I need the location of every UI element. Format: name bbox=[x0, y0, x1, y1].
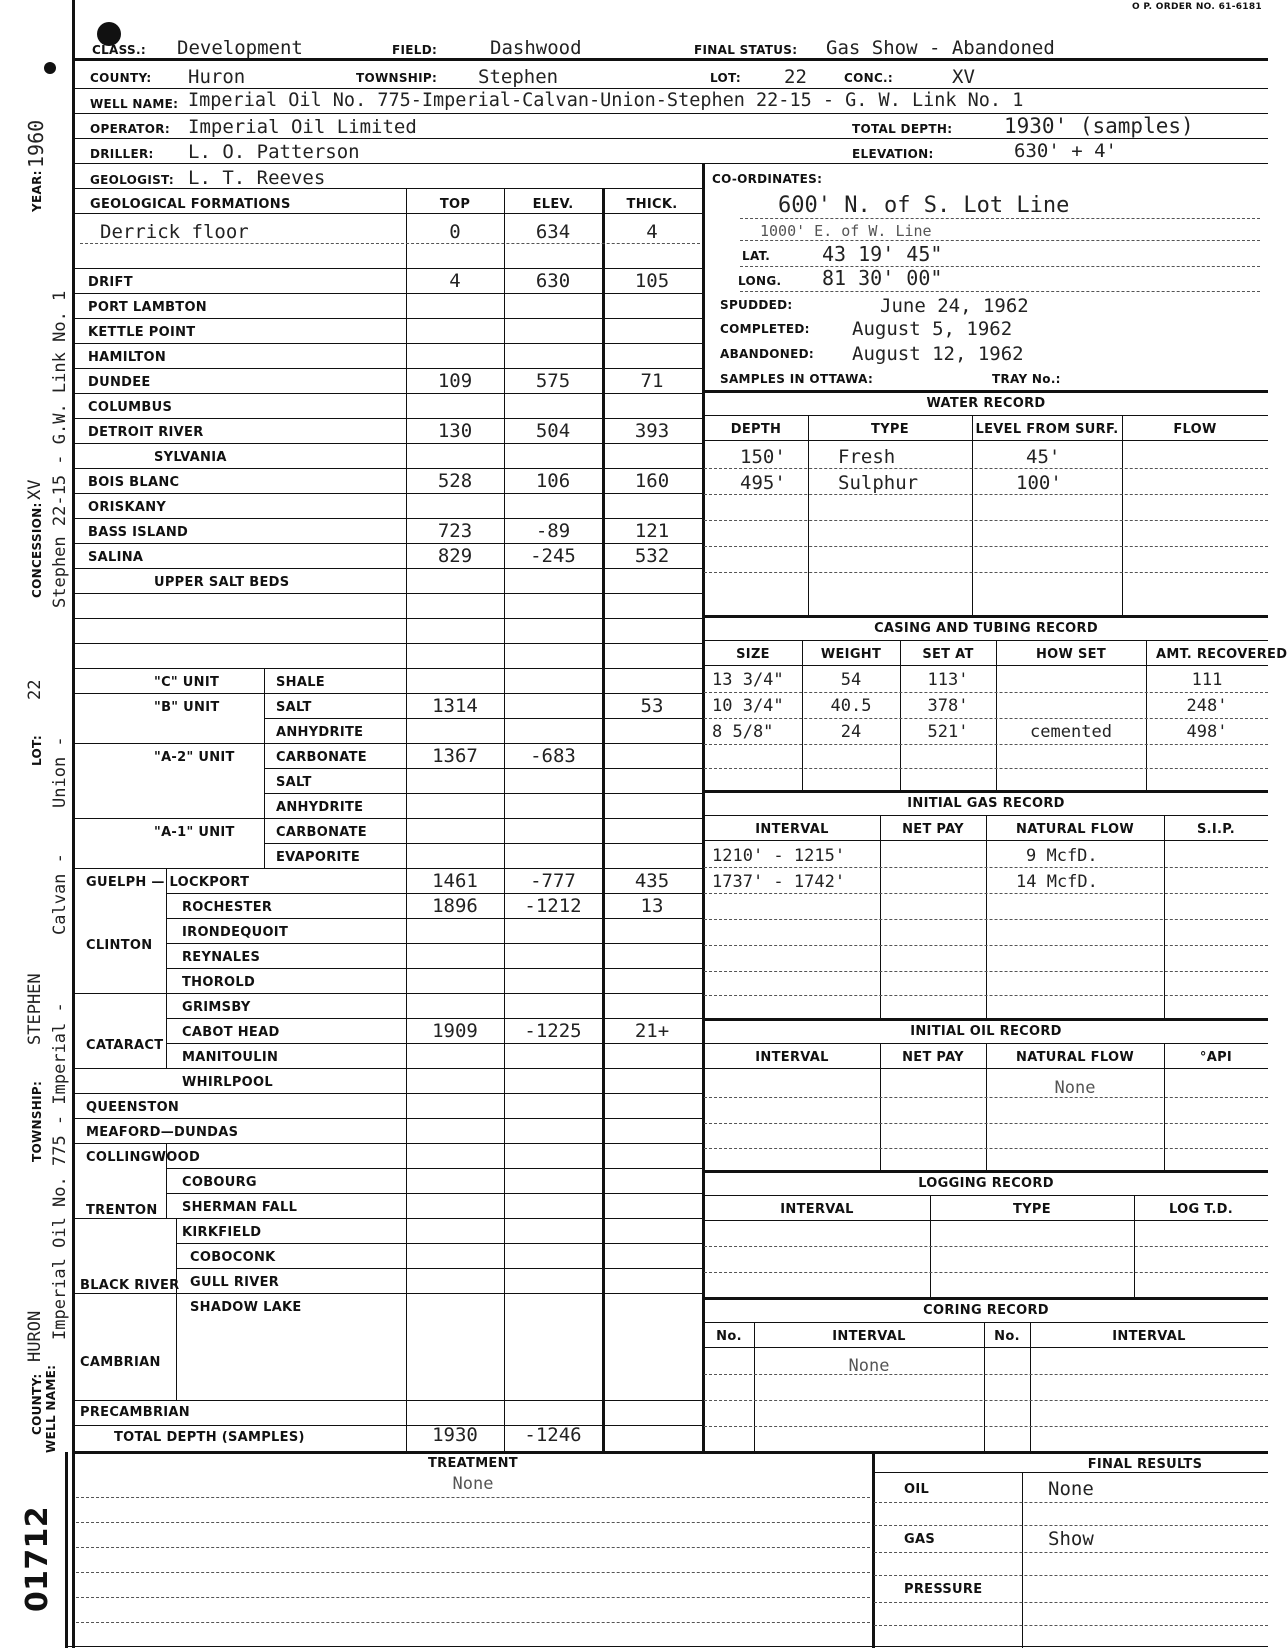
gas-netpay-header: NET PAY bbox=[902, 822, 964, 837]
completed-label: COMPLETED: bbox=[720, 322, 810, 336]
water-row-1-level: 45' bbox=[1026, 446, 1061, 468]
geologist-label: GEOLOGIST: bbox=[90, 173, 174, 187]
casing-row-3-size: 8 5/8" bbox=[712, 722, 774, 742]
casing-row-2-size: 10 3/4" bbox=[712, 696, 784, 716]
casing-row-2-weight: 40.5 bbox=[830, 696, 872, 716]
gas-row-2-interval: 1737' - 1742' bbox=[712, 872, 846, 892]
casing-size-header: SIZE bbox=[736, 647, 770, 662]
final-results-title: FINAL RESULTS bbox=[1087, 1457, 1203, 1472]
water-row-1-type: Fresh bbox=[838, 446, 896, 468]
a1-unit: "A-1" UNIT bbox=[154, 825, 235, 840]
drift-elev: 630 bbox=[535, 270, 571, 292]
final-gas-label: GAS bbox=[904, 1532, 935, 1547]
water-row-2-type: Sulphur bbox=[838, 472, 919, 494]
gas-row-1-flow: 9 McfD. bbox=[1026, 846, 1098, 866]
formation-bois-blanc: BOIS BLANC bbox=[88, 475, 180, 490]
side-union-text: Union - bbox=[50, 736, 70, 808]
lot-label: LOT: bbox=[710, 71, 741, 85]
tray-label: TRAY No.: bbox=[992, 372, 1061, 386]
casing-howset-header: HOW SET bbox=[1035, 647, 1106, 662]
treatment-title: TREATMENT bbox=[428, 1456, 518, 1471]
formations-header: GEOLOGICAL FORMATIONS bbox=[90, 197, 291, 212]
formation-port-lambton: PORT LAMBTON bbox=[88, 300, 207, 315]
oil-netpay-header: NET PAY bbox=[902, 1050, 964, 1065]
derrick-top: 0 bbox=[449, 221, 461, 243]
b-salt-thick: 53 bbox=[640, 695, 664, 717]
formation-sylvania: SYLVANIA bbox=[154, 450, 227, 465]
detroit-elev: 504 bbox=[535, 420, 571, 442]
anhydrite: ANHYDRITE bbox=[276, 725, 364, 740]
dundee-top: 109 bbox=[437, 370, 473, 392]
gas-record-title: INITIAL GAS RECORD bbox=[907, 796, 1065, 811]
lat-label: LAT. bbox=[742, 249, 771, 263]
formation-reynales: REYNALES bbox=[182, 950, 261, 965]
formation-kirkfield: KIRKFIELD bbox=[182, 1225, 262, 1240]
logging-logtd-header: LOG T.D. bbox=[1168, 1202, 1234, 1217]
a2-anhydrite: ANHYDRITE bbox=[276, 800, 364, 815]
casing-row-3-howset: cemented bbox=[1030, 722, 1112, 742]
spudded-value: June 24, 1962 bbox=[880, 295, 1029, 317]
final-status-label: FINAL STATUS: bbox=[694, 43, 798, 57]
formation-precambrian: PRECAMBRIAN bbox=[80, 1405, 190, 1420]
total-top: 1930 bbox=[432, 1424, 478, 1446]
well-name-value: Imperial Oil No. 775-Imperial-Calvan-Union-Stephen 22-15 - G. W. Link No. 1 bbox=[188, 90, 1024, 111]
b-unit: "B" UNIT bbox=[154, 700, 220, 715]
treatment-value: None bbox=[452, 1474, 494, 1494]
a1-evaporite: EVAPORITE bbox=[276, 850, 360, 865]
formation-rochester: ROCHESTER bbox=[182, 900, 273, 915]
county-label: COUNTY: bbox=[90, 71, 152, 85]
lat-value: 43 19' 45" bbox=[822, 242, 943, 266]
casing-row-1-setat: 113' bbox=[927, 670, 969, 690]
formation-grimsby: GRIMSBY bbox=[182, 1000, 251, 1015]
oil-flow-value: None bbox=[1054, 1078, 1096, 1098]
township-value: Stephen bbox=[478, 66, 559, 88]
final-gas-value: Show bbox=[1048, 1528, 1094, 1550]
order-number: O P. ORDER NO. 61-6181 bbox=[1132, 2, 1262, 12]
water-type-header: TYPE bbox=[871, 422, 909, 437]
side-well-text: Stephen 22-15 - G.W. Link No. 1 bbox=[50, 290, 70, 608]
formation-trenton: TRENTON bbox=[86, 1203, 158, 1218]
driller-label: DRILLER: bbox=[90, 147, 154, 161]
cabot-top: 1909 bbox=[432, 1020, 478, 1042]
a2-carb-top: 1367 bbox=[432, 745, 478, 767]
water-depth-header: DEPTH bbox=[730, 422, 782, 437]
casing-row-2-setat: 378' bbox=[927, 696, 969, 716]
geologist-value: L. T. Reeves bbox=[188, 167, 326, 189]
rochester-thick: 13 bbox=[640, 895, 664, 917]
gas-flow-header: NATURAL FLOW bbox=[1016, 822, 1134, 837]
formation-oriskany: ORISKANY bbox=[88, 500, 167, 515]
side-county-label: COUNTY: bbox=[30, 1373, 44, 1435]
drift-thick: 105 bbox=[634, 270, 670, 292]
formation-columbus: COLUMBUS bbox=[88, 400, 173, 415]
formation-coboconk: COBOCONK bbox=[190, 1250, 276, 1265]
long-value: 81 30' 00" bbox=[822, 266, 943, 290]
formation-kettle-point: KETTLE POINT bbox=[88, 325, 196, 340]
c-unit-shale: SHALE bbox=[276, 675, 325, 690]
abandoned-value: August 12, 1962 bbox=[852, 343, 1024, 365]
water-level-header: LEVEL FROM SURF. bbox=[975, 422, 1119, 437]
logging-interval-header: INTERVAL bbox=[780, 1202, 854, 1217]
formation-cobourg: COBOURG bbox=[182, 1175, 257, 1190]
conc-label: CONC.: bbox=[844, 71, 894, 85]
completed-value: August 5, 1962 bbox=[852, 318, 1013, 340]
formation-dundee: DUNDEE bbox=[88, 375, 151, 390]
salina-thick: 532 bbox=[634, 545, 670, 567]
formation-irondequoit: IRONDEQUOIT bbox=[182, 925, 289, 940]
drift-top: 4 bbox=[449, 270, 461, 292]
total-depth-value: 1930' (samples) bbox=[1004, 114, 1194, 138]
water-record-title: WATER RECORD bbox=[926, 396, 1046, 411]
thick-header: THICK. bbox=[626, 197, 678, 212]
a2-salt: SALT bbox=[276, 775, 312, 790]
water-row-1-depth: 150' bbox=[740, 446, 786, 468]
water-flow-header: FLOW bbox=[1173, 422, 1217, 437]
casing-row-1-recovered: 111 bbox=[1191, 670, 1223, 690]
side-township-label: TOWNSHIP: bbox=[30, 1080, 44, 1162]
c-unit: "C" UNIT bbox=[154, 675, 220, 690]
file-number: 01712 bbox=[20, 1506, 55, 1612]
well-name-label: WELL NAME: bbox=[90, 97, 179, 111]
a2-unit: "A-2" UNIT bbox=[154, 750, 235, 765]
formation-sherman-fall: SHERMAN FALL bbox=[182, 1200, 298, 1215]
side-county-value: HURON bbox=[25, 1310, 45, 1362]
oil-interval-header: INTERVAL bbox=[755, 1050, 829, 1065]
coring-no-header-1: No. bbox=[716, 1329, 742, 1344]
formation-thorold: THOROLD bbox=[182, 975, 256, 990]
side-calvan-text: Calvan - bbox=[50, 853, 70, 935]
side-wellname-label: WELL NAME: bbox=[44, 1364, 58, 1453]
dundee-thick: 71 bbox=[640, 370, 664, 392]
abandoned-label: ABANDONED: bbox=[720, 347, 814, 361]
cabot-elev: -1225 bbox=[524, 1020, 582, 1042]
a1-carbonate: CARBONATE bbox=[276, 825, 367, 840]
casing-record-title: CASING AND TUBING RECORD bbox=[874, 621, 1098, 636]
side-lot-label: LOT: bbox=[30, 735, 44, 766]
operator-label: OPERATOR: bbox=[90, 122, 170, 136]
formation-cataract: CATARACT bbox=[86, 1038, 164, 1053]
salina-top: 829 bbox=[437, 545, 473, 567]
rochester-top: 1896 bbox=[432, 895, 478, 917]
side-concession-value: XV bbox=[25, 479, 45, 500]
derrick-elev: 634 bbox=[535, 221, 571, 243]
oil-flow-header: NATURAL FLOW bbox=[1016, 1050, 1134, 1065]
casing-row-3-weight: 24 bbox=[840, 722, 862, 742]
logging-record-title: LOGGING RECORD bbox=[918, 1176, 1054, 1191]
side-year-value: 1960 bbox=[24, 119, 48, 168]
detroit-top: 130 bbox=[437, 420, 473, 442]
total-elev: -1246 bbox=[524, 1424, 582, 1446]
oil-api-header: °API bbox=[1199, 1050, 1233, 1065]
top-header: TOP bbox=[439, 197, 471, 212]
bois-elev: 106 bbox=[535, 470, 571, 492]
coordinates-label: CO-ORDINATES: bbox=[712, 172, 823, 186]
guelph-top: 1461 bbox=[432, 870, 478, 892]
formation-meaford: MEAFORD—DUNDAS bbox=[86, 1125, 239, 1140]
logging-type-header: TYPE bbox=[1013, 1202, 1051, 1217]
elev-header: ELEV. bbox=[532, 197, 574, 212]
gas-row-1-interval: 1210' - 1215' bbox=[712, 846, 846, 866]
formation-cambrian: CAMBRIAN bbox=[80, 1355, 161, 1370]
detroit-thick: 393 bbox=[634, 420, 670, 442]
formation-shadow-lake: SHADOW LAKE bbox=[190, 1300, 302, 1315]
a2-carbonate: CARBONATE bbox=[276, 750, 367, 765]
casing-weight-header: WEIGHT bbox=[820, 647, 882, 662]
bois-top: 528 bbox=[437, 470, 473, 492]
operator-value: Imperial Oil Limited bbox=[188, 116, 417, 138]
formation-collingwood: COLLINGWOOD bbox=[86, 1150, 201, 1165]
gas-sip-header: S.I.P. bbox=[1197, 822, 1235, 837]
derrick-floor: Derrick floor bbox=[100, 221, 249, 243]
casing-recovered-header: AMT. RECOVERED bbox=[1156, 647, 1287, 662]
casing-row-1-weight: 54 bbox=[840, 670, 862, 690]
formation-detroit-river: DETROIT RIVER bbox=[88, 425, 204, 440]
elevation-value: 630' + 4' bbox=[1014, 140, 1117, 162]
oil-record-title: INITIAL OIL RECORD bbox=[910, 1024, 1062, 1039]
coord-line-2: 1000' E. of W. Line bbox=[760, 222, 932, 240]
conc-value: XV bbox=[952, 66, 975, 88]
formation-black-river: BLACK RIVER bbox=[80, 1278, 180, 1293]
bass-thick: 121 bbox=[634, 520, 670, 542]
b-salt-top: 1314 bbox=[432, 695, 478, 717]
hole-punch-2 bbox=[44, 62, 56, 74]
water-row-2-depth: 495' bbox=[740, 472, 786, 494]
formation-hamilton: HAMILTON bbox=[88, 350, 167, 365]
formation-bass-island: BASS ISLAND bbox=[88, 525, 189, 540]
side-concession-label: CONCESSION: bbox=[30, 502, 44, 598]
casing-row-3-setat: 521' bbox=[927, 722, 969, 742]
lot-value: 22 bbox=[784, 66, 807, 88]
samples-label: SAMPLES IN OTTAWA: bbox=[720, 372, 874, 386]
cabot-thick: 21+ bbox=[634, 1020, 670, 1042]
final-pressure-label: PRESSURE bbox=[904, 1582, 983, 1597]
bois-thick: 160 bbox=[634, 470, 670, 492]
total-depth-label: TOTAL DEPTH: bbox=[852, 122, 953, 136]
driller-value: L. O. Patterson bbox=[188, 141, 360, 163]
salina-elev: -245 bbox=[530, 545, 576, 567]
formation-gull-river: GULL RIVER bbox=[190, 1275, 280, 1290]
derrick-thick: 4 bbox=[646, 221, 658, 243]
field-value: Dashwood bbox=[490, 37, 582, 59]
formation-queenston: QUEENSTON bbox=[86, 1100, 180, 1115]
coord-line-1: 600' N. of S. Lot Line bbox=[778, 193, 1070, 218]
final-oil-value: None bbox=[1048, 1478, 1094, 1500]
coring-interval-header-1: INTERVAL bbox=[832, 1329, 906, 1344]
side-lot-value: 22 bbox=[25, 679, 45, 700]
bass-elev: -89 bbox=[535, 520, 571, 542]
county-value: Huron bbox=[188, 66, 246, 88]
casing-row-1-size: 13 3/4" bbox=[712, 670, 784, 690]
final-status-value: Gas Show - Abandoned bbox=[826, 37, 1055, 59]
rochester-elev: -1212 bbox=[524, 895, 582, 917]
guelph-thick: 435 bbox=[634, 870, 670, 892]
coring-interval-header-2: INTERVAL bbox=[1112, 1329, 1186, 1344]
total-depth-samples: TOTAL DEPTH (SAMPLES) bbox=[114, 1430, 305, 1445]
formation-clinton: CLINTON bbox=[86, 938, 153, 953]
township-label: TOWNSHIP: bbox=[356, 71, 438, 85]
final-oil-label: OIL bbox=[904, 1482, 930, 1497]
dundee-elev: 575 bbox=[535, 370, 571, 392]
b-unit-salt: SALT bbox=[276, 700, 312, 715]
long-label: LONG. bbox=[738, 274, 782, 288]
class-value: Development bbox=[177, 37, 303, 59]
formation-manitoulin: MANITOULIN bbox=[182, 1050, 279, 1065]
casing-setat-header: SET AT bbox=[922, 647, 974, 662]
elevation-label: ELEVATION: bbox=[852, 147, 934, 161]
side-township-value: STEPHEN bbox=[25, 973, 45, 1045]
a2-carb-elev: -683 bbox=[530, 745, 576, 767]
water-row-2-level: 100' bbox=[1016, 472, 1062, 494]
casing-row-2-recovered: 248' bbox=[1186, 696, 1228, 716]
formation-cabot-head: CABOT HEAD bbox=[182, 1025, 280, 1040]
spudded-label: SPUDDED: bbox=[720, 298, 793, 312]
coring-no-header-2: No. bbox=[994, 1329, 1020, 1344]
casing-row-3-recovered: 498' bbox=[1186, 722, 1228, 742]
coring-value: None bbox=[848, 1356, 890, 1376]
formation-upper-salt-beds: UPPER SALT BEDS bbox=[154, 575, 290, 590]
bass-top: 723 bbox=[437, 520, 473, 542]
coring-record-title: CORING RECORD bbox=[923, 1303, 1049, 1318]
field-label: FIELD: bbox=[392, 43, 438, 57]
side-imperial-text: Imperial Oil No. 775 - Imperial - bbox=[50, 1002, 70, 1340]
gas-row-2-flow: 14 McfD. bbox=[1016, 872, 1098, 892]
formation-guelph: GUELPH — LOCKPORT bbox=[86, 875, 250, 890]
formation-whirlpool: WHIRLPOOL bbox=[182, 1075, 273, 1090]
gas-interval-header: INTERVAL bbox=[755, 822, 829, 837]
formation-salina: SALINA bbox=[88, 550, 144, 565]
guelph-elev: -777 bbox=[530, 870, 576, 892]
side-year-label: YEAR: bbox=[30, 170, 44, 212]
class-label: CLASS.: bbox=[92, 43, 146, 57]
formation-drift: DRIFT bbox=[88, 275, 133, 290]
